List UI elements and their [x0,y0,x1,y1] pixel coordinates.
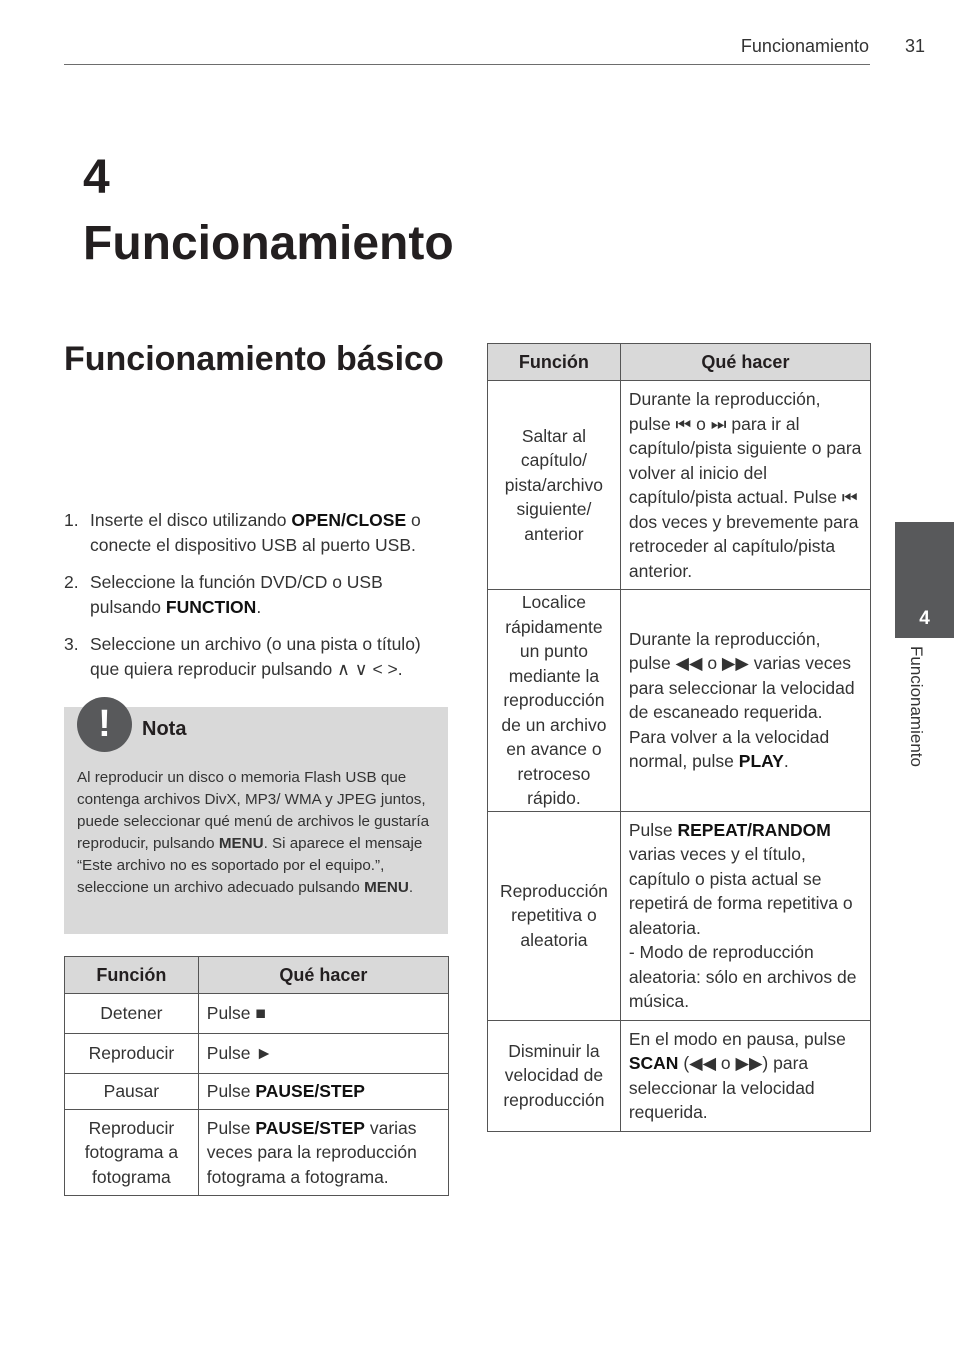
table-row [488,1020,871,1131]
exclamation-icon: ! [77,697,132,752]
action-text: . [783,751,789,772]
step-text: Seleccione un archivo (o una pista o título) que quiera reproducir pulsando [90,634,421,679]
action-text: varias veces y el título, capítulo o pista actual se repetirá de forma repetitiva o aleatoria. [628,844,853,938]
page-number: 31 [904,36,926,56]
function-cell: Reproducir fotograma a fotograma [65,1110,199,1196]
step-text: Inserte el disco utilizando [90,510,292,530]
step-number: 2. [64,572,79,592]
note-text-part: . [408,879,414,896]
action-text: Pulse [206,1117,256,1138]
action-key: PAUSE/STEP [255,1081,365,1102]
table-row [65,1034,449,1074]
column-header-action: Qué hacer [198,957,448,994]
column-header-function: Función [65,957,199,994]
table-row [65,1110,449,1196]
table-header-row [65,957,449,994]
column-header-action: Qué hacer [620,344,870,381]
action-cell [198,994,448,1034]
action-cell [620,1020,870,1131]
action-cell [198,1074,448,1110]
header-divider [64,64,870,65]
table-row [488,590,871,812]
function-cell: Reproducir [65,1034,199,1074]
function-cell: Detener [65,994,199,1034]
action-text: Durante la reproducción, pulse ⏮ o ⏭ para ir al capítulo/pista siguiente o para volver al inicio del capítulo/pista actual. Pulse ⏮ dos veces y brevemente para retroceder al capítulo/pista anterior. [628,389,862,581]
action-cell [620,811,870,1020]
action-text: En el modo en pausa, pulse [628,1028,846,1049]
step-text: Seleccione la función DVD/CD o USB pulsando [90,572,383,617]
chapter-number: 4 [83,151,110,204]
basic-functions-table [64,956,449,1196]
step-key: OPEN/CLOSE [291,510,407,530]
action-cell [620,381,870,590]
action-cell [198,1110,448,1196]
step-key: FUNCTION [165,597,257,617]
note-text [77,767,439,899]
chapter-title: Funcionamiento [83,217,454,270]
action-key: PAUSE/STEP [255,1117,365,1138]
note-title: Nota [142,718,187,740]
playback-functions-table [487,343,871,1132]
step-text: ∧ ∨ < >. [337,659,403,679]
function-cell: Reproducción repetitiva o aleatoria [488,811,621,1020]
running-header-section: Funcionamiento [740,36,869,56]
function-cell: Saltar al capítulo/ pista/archivo siguiente/ anterior [488,381,621,590]
step-text: o conecte el dispositivo USB al puerto USB. [90,510,421,555]
table-row [65,1074,449,1110]
action-key: SCAN [628,1053,679,1073]
action-text: - Modo de reproducción aleatoria: sólo en archivos de música. [628,942,857,1011]
table-row [488,381,871,590]
function-cell: Localice rápidamente un punto mediante la reproducción de un archivo en avance o retroceso rápido. [488,590,621,812]
step-text: . [256,597,262,617]
column-header-function: Función [488,344,621,381]
action-text: Pulse ■ [206,1003,266,1024]
side-tab-label: Funcionamiento [907,646,926,767]
action-cell [198,1034,448,1074]
side-tab-number: 4 [919,608,930,629]
table-row [65,994,449,1034]
table-header-row [488,344,871,381]
action-text: (◀◀ o ▶▶) para seleccionar la velocidad requerida. [628,1053,815,1122]
steps-list [64,508,448,694]
note-text-part: Al reproducir un disco o memoria Flash USB que contenga archivos DivX, MP3/ WMA y JPEG juntos, puede seleccionar qué menú de archivos le gustaría reproducir, pulsando [77,769,430,852]
action-text: Durante la reproducción, pulse ◀◀ o ▶▶ varias veces para seleccionar la velocidad de escaneado requerida. Para volver a la velocidad normal, pulse [628,628,855,772]
action-key: PLAY [738,751,784,772]
note-key: MENU [364,879,409,896]
action-text: Pulse [628,819,678,840]
step-number: 1. [64,510,79,530]
note-text-part: . Si aparece el mensaje “Este archivo no es soportado por el equipo.”, seleccione un archivo adecuado pulsando [77,835,423,896]
table-row [488,811,871,1020]
list-item [64,570,448,620]
note-box [64,703,448,934]
list-item [64,508,448,558]
action-key: REPEAT/RANDOM [677,819,831,840]
section-title: Funcionamiento básico [64,340,444,378]
function-cell: Pausar [65,1074,199,1110]
action-text: Pulse ► [206,1043,273,1064]
action-text: varias veces para la reproducción fotograma a fotograma. [206,1117,417,1187]
list-item [64,632,448,682]
note-key: MENU [218,835,264,852]
action-cell [620,590,870,812]
action-text: Pulse [206,1081,256,1102]
step-number: 3. [64,634,79,654]
function-cell: Disminuir la velocidad de reproducción [488,1020,621,1131]
